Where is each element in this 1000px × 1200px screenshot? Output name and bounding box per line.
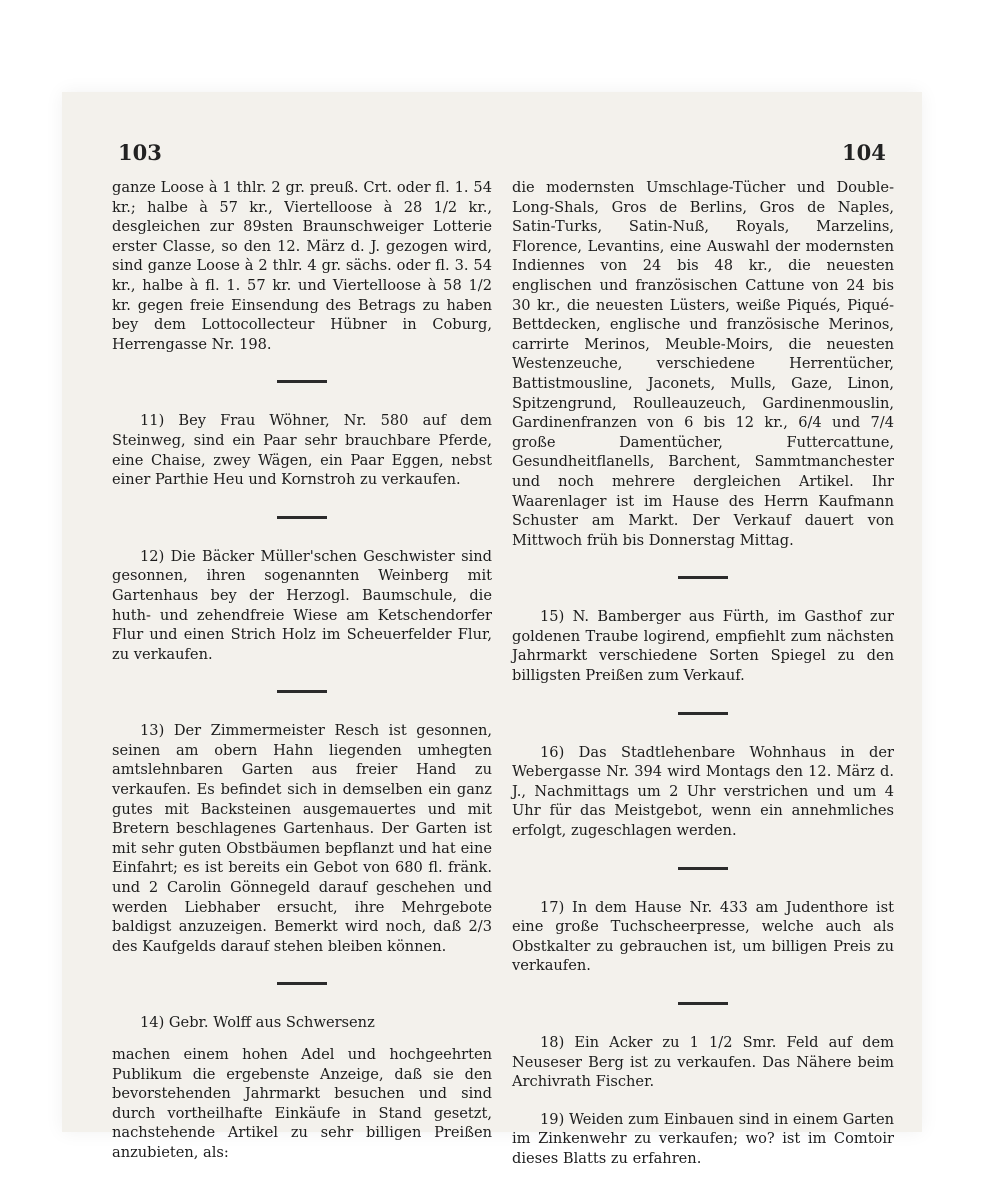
separator-rule: [277, 982, 327, 985]
left-column: [112, 178, 492, 1163]
separator-rule: [277, 690, 327, 693]
separator-rule: [678, 576, 728, 579]
entry-19: 19) Weiden zum Einbauen sind in einem Garten im Zinkenwehr zu verkaufen; wo? ist im Comtoir dieses Blatts zu erfahren.: [512, 1110, 894, 1167]
entry-17: 17) In dem Hause Nr. 433 am Judenthore ist eine große Tuchscheerpresse, welche auch als Obstkalter zu gebrauchen ist, um billigen Preis zu verkaufen.: [512, 898, 894, 975]
entry-14-body: machen einem hohen Adel und hochgeehrten Publikum die ergebenste Anzeige, daß sie den bevorstehenden Jahrmarkt besuchen und sind durch vortheilhafte Einkäufe in Stand gesetzt, nachstehende Artikel zu sehr billigen Preißen anzubieten, als:: [112, 1046, 492, 1161]
entry-13: 13) Der Zimmermeister Resch ist gesonnen, seinen am obern Hahn liegenden umhegten amtslehnbaren Garten aus freier Hand zu verkaufen. Es befindet sich in demselben ein ganz gutes mit Backsteinen ausgemauertes und mit Bretern beschlagenes Gartenhaus. Der Garten ist mit sehr guten Obstbäumen bepflanzt und hat eine Einfahrt; es ist bereits ein Gebot von 680 fl. fränk. und 2 Carolin Gönnegeld darauf geschehen und werden Liebhaber ersucht, ihre Mehrgebote baldigst anzuzeigen. Bemerkt wird noch, daß 2/3 des Kaufgelds darauf stehen bleiben können.: [112, 722, 492, 955]
separator-rule: [678, 867, 728, 870]
page-number-left: 103: [118, 140, 162, 165]
entry-14-continued: die modernsten Umschlage-Tücher und Double-Long-Shals, Gros de Berlins, Gros de Naples, Satin-Turks, Satin-Nuß, Royals, Marzelins, Florence, Levantins, eine Auswahl der modernsten Indiennes von 24 bis 48 kr., die neuesten englischen und französischen Cattune von 24 bis 30 kr., die neuesten Lüsters, weiße Piqués, Piqué-Bettdecken, englische und französische Merinos, carrirte Merinos, Meuble-Moirs, die neuesten Westenzeuche, verschiedene Herrentücher, Battistmousline, Jaconets, Mulls, Gaze, Linon, Spitzengrund, Roulleauzeuch, Gardinenmouslin, Gardinenfranzen von 6 bis 12 kr., 6/4 und 7/4 große Damentücher, Futtercattune, Gesundheitflanells, Barchent, Sammtmanchester und noch mehrere dergleichen Artikel. Ihr Waarenlager ist im Hause des Herrn Kaufmann Schuster am Markt. Der Verkauf dauert von Mittwoch früh bis Donnerstag Mittag.: [512, 179, 894, 549]
separator-rule: [678, 1002, 728, 1005]
entry-15: 15) N. Bamberger aus Fürth, im Gasthof zur goldenen Traube logirend, empfiehlt zum nächsten Jahrmarkt verschiedene Sorten Spiegel zu den billigsten Preißen zum Verkauf.: [512, 608, 894, 685]
entry-14-title: 14) Gebr. Wolff aus Schwersenz: [140, 1014, 375, 1032]
separator-rule: [678, 712, 728, 715]
entry-continued: ganze Loose à 1 thlr. 2 gr. preuß. Crt. oder fl. 1. 54 kr.; halbe à 57 kr., Viertelloose à 28 1/2 kr., desgleichen zur 89sten Braunschweiger Lotterie erster Classe, so den 12. März d. J. gezogen wird, sind ganze Loose à 2 thlr. 4 gr. sächs. oder fl. 3. 54 kr., halbe à fl. 1. 57 kr. und Viertelloose à 58 1/2 kr. gegen freie Einsendung des Betrags zu haben bey dem Lottocollecteur Hübner in Coburg, Herrengasse Nr. 198.: [112, 179, 492, 353]
entry-18: 18) Ein Acker zu 1 1/2 Smr. Feld auf dem Neuseser Berg ist zu verkaufen. Das Nähere beim Archivrath Fischer.: [512, 1034, 894, 1091]
right-column: [512, 178, 894, 1169]
entry-16: 16) Das Stadtlehenbare Wohnhaus in der Webergasse Nr. 394 wird Montags den 12. März d. J., Nachmittags um 2 Uhr verstrichen und um 4 Uhr für das Meistgebot, wenn ein annehmliches erfolgt, zugeschlagen werden.: [512, 743, 894, 840]
page-number-right: 104: [842, 140, 886, 165]
entry-12: 12) Die Bäcker Müller'schen Geschwister sind gesonnen, ihren sogenannten Weinberg mit Gartenhaus bey der Herzogl. Baumschule, die huth- und zehendfreie Wiese am Ketschendorfer Flur und einen Strich Holz im Scheuerfelder Flur, zu verkaufen.: [112, 547, 492, 663]
separator-rule: [277, 380, 327, 383]
separator-rule: [277, 516, 327, 519]
entry-11: 11) Bey Frau Wöhner, Nr. 580 auf dem Steinweg, sind ein Paar sehr brauchbare Pferde, eine Chaise, zwey Wägen, ein Paar Eggen, nebst einer Parthie Heu und Kornstroh zu verkaufen.: [112, 412, 492, 489]
